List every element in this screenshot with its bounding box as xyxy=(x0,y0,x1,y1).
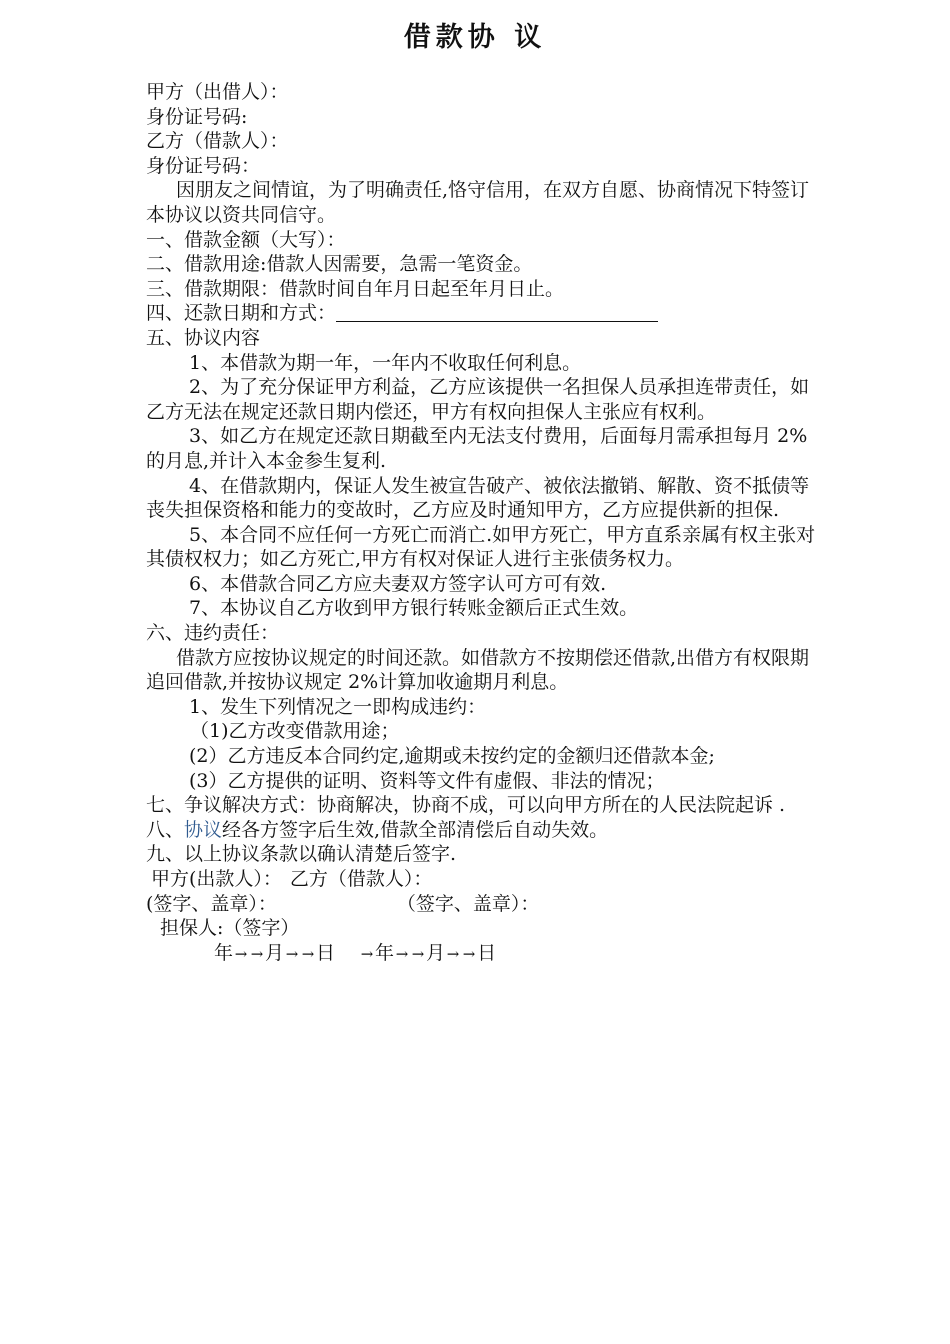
content-item-4: 4、在借款期内，保证人发生被宣告破产、被依法撤销、解散、资不抵债等丧失担保资格和能力的变故时，乙方应及时通知甲方，乙方应提供新的担保. xyxy=(146,474,810,522)
section-confirm: 九、以上协议条款以确认清楚后签字. xyxy=(146,843,457,866)
date-line xyxy=(146,941,816,967)
breach-sub-3: (3）乙方提供的证明、资料等文件有虚假、非法的情况； xyxy=(189,769,665,792)
lender-id-line: 身份证号码: xyxy=(146,105,248,128)
section-effect-rest: 经各方签字后生效,借款全部清偿后自动失效。 xyxy=(222,818,609,841)
lender-signature-label: 甲方(出款人）： xyxy=(151,868,282,890)
section-content: 五、协议内容 xyxy=(146,326,261,349)
section-effect-prefix: 八、 xyxy=(146,818,185,841)
borrower-line: 乙方（借款人）： xyxy=(146,130,289,153)
agreement-link[interactable]: 协议 xyxy=(184,818,223,841)
date-year-1: 年 xyxy=(214,941,234,964)
date-month-2: 月 xyxy=(426,941,446,964)
document-title: 借款协 议 xyxy=(403,22,547,53)
arrow-icon: → xyxy=(446,944,460,963)
date-year-2: 年 xyxy=(375,941,395,964)
arrow-icon: → xyxy=(411,944,425,963)
breach-sub-2: (2）乙方违反本合同约定,逾期或未按约定的金额归还借款本金; xyxy=(189,745,715,768)
guarantor-line: 担保人:（签字） xyxy=(160,917,300,940)
content-item-5: 5、本合同不应任何一方死亡而消亡.如甲方死亡，甲方直系亲属有权主张对其债权权力；如乙方死亡,甲方有权对保证人进行主张债务权力。 xyxy=(146,523,816,571)
section-breach: 六、违约责任： xyxy=(146,622,280,645)
arrow-icon: → xyxy=(250,944,264,963)
borrower-seal-label: （签字、盖章）： xyxy=(396,892,540,915)
date-day-2: 日 xyxy=(477,941,497,964)
borrower-signature-label: 乙方（借款人）： xyxy=(289,868,433,890)
content-item-6: 6、本借款合同乙方应夫妻双方签字认可方可有效. xyxy=(189,572,607,595)
arrow-icon: → xyxy=(395,944,409,963)
section-dispute: 七、争议解决方式：协商解决，协商不成，可以向甲方所在的人民法院起诉 . xyxy=(146,794,786,817)
intro-paragraph: 因朋友之间情谊，为了明确责任,恪守信用，在双方自愿、协商情况下特签订本协议以资共同信守。 xyxy=(146,179,810,226)
section-amount: 一、借款金额（大写）： xyxy=(146,228,346,251)
section-repayment-label: 四、还款日期和方式： xyxy=(146,302,337,325)
content-item-1: 1、本借款为期一年，一年内不收取任何利息。 xyxy=(189,351,582,374)
signature-party-line xyxy=(146,867,816,892)
arrow-icon: → xyxy=(234,944,248,963)
date-day-1: 日 xyxy=(316,941,336,964)
repayment-blank-line xyxy=(336,301,658,322)
section-term: 三、借款期限：借款时间自年月日起至年月日止。 xyxy=(146,277,565,300)
document-body xyxy=(146,80,816,966)
breach-item-1: 1、发生下列情况之一即构成违约： xyxy=(189,695,487,718)
arrow-icon: → xyxy=(462,944,476,963)
breach-paragraph: 借款方应按协议规定的时间还款。如借款方不按期偿还借款,出借方有权限期追回借款,并按协议规定 2%计算加收逾期月利息。 xyxy=(146,646,810,694)
borrower-id-line: 身份证号码： xyxy=(146,154,261,177)
date-month-1: 月 xyxy=(265,941,285,964)
lender-line: 甲方（出借人）： xyxy=(146,81,289,103)
arrow-icon: → xyxy=(360,944,374,963)
content-item-7: 7、本协议自乙方收到甲方银行转账金额后正式生效。 xyxy=(189,597,639,620)
arrow-icon: → xyxy=(285,944,299,963)
content-item-2: 2、为了充分保证甲方利益，乙方应该提供一名担保人员承担连带责任，如乙方无法在规定还款日期内偿还，甲方有权向担保人主张应有权利。 xyxy=(146,376,810,423)
arrow-icon: → xyxy=(301,944,315,963)
section-repayment xyxy=(146,301,816,326)
content-item-3: 3、如乙方在规定还款日期截至内无法支付费用，后面每月需承担每月 2%的月息,并计入本金参生复利. xyxy=(146,425,808,472)
breach-sub-1: （1)乙方改变借款用途； xyxy=(190,720,400,743)
section-purpose: 二、借款用途:借款人因需要，急需一笔资金。 xyxy=(146,253,533,276)
section-effect xyxy=(146,818,816,843)
lender-seal-label: (签字、盖章）： xyxy=(146,892,277,915)
signature-seal-line xyxy=(146,892,816,917)
